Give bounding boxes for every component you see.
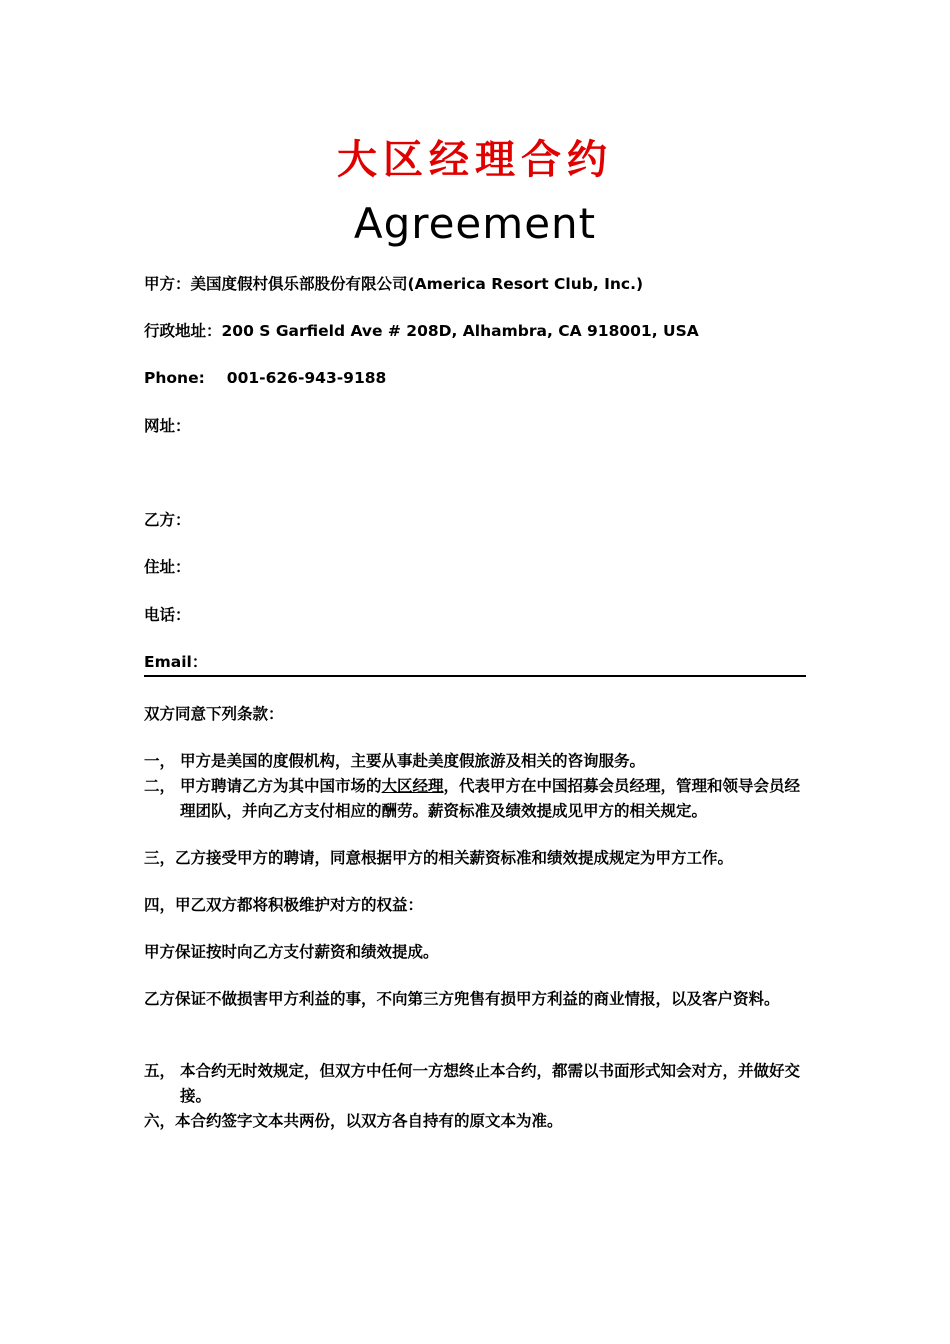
clause-4-party-b-guarantee: 乙方保证不做损害甲方利益的事，不向第三方兜售有损甲方利益的商业情报，以及客户资料。 bbox=[144, 990, 780, 1008]
party-a-line bbox=[144, 272, 643, 296]
party-b-email-label: Email： bbox=[144, 653, 208, 671]
party-b-phone-label: 电话： bbox=[144, 606, 191, 624]
party-a-address: 200 S Garfield Ave # 208D, Alhambra, CA 918001, USA bbox=[221, 322, 699, 340]
clause-4: 四，甲乙双方都将积极维护对方的权益： bbox=[144, 896, 424, 914]
party-b-phone-line bbox=[144, 603, 191, 627]
party-b-address-label: 住址： bbox=[144, 558, 191, 576]
clause-5-number: 五， bbox=[144, 1062, 176, 1080]
clause-2 bbox=[144, 774, 806, 824]
clause-4-party-a-guarantee: 甲方保证按时向乙方支付薪资和绩效提成。 bbox=[144, 943, 439, 961]
party-a-address-line bbox=[144, 319, 699, 343]
section-divider bbox=[144, 675, 806, 677]
clause-3: 三，乙方接受甲方的聘请，同意根据甲方的相关薪资标准和绩效提成规定为甲方工作。 bbox=[144, 849, 734, 867]
clause-5 bbox=[144, 1059, 806, 1109]
clause-6: 六，本合约签字文本共两份，以双方各自持有的原文本为准。 bbox=[144, 1112, 563, 1130]
party-b-email-line bbox=[144, 650, 207, 674]
party-a-phone-label: Phone: bbox=[144, 369, 205, 387]
party-a-phone-line bbox=[144, 366, 386, 390]
party-b-line bbox=[144, 508, 191, 532]
clause-1 bbox=[144, 749, 806, 774]
party-a-website-label: 网址： bbox=[144, 417, 191, 435]
clause-1-text: 甲方是美国的度假机构，主要从事赴美度假旅游及相关的咨询服务。 bbox=[180, 752, 646, 770]
clause-2-number: 二， bbox=[144, 777, 176, 795]
clause-2-text bbox=[180, 774, 806, 824]
terms-intro: 双方同意下列条款： bbox=[144, 705, 284, 723]
clause-2-role: 大区经理 bbox=[381, 777, 444, 795]
party-a-phone: 001-626-943-9188 bbox=[226, 369, 387, 387]
party-a-name: 美国度假村俱乐部股份有限公司(America Resort Club, Inc.) bbox=[190, 275, 644, 293]
party-a-address-label: 行政地址： bbox=[144, 322, 222, 340]
document-title-english: Agreement bbox=[353, 199, 597, 248]
party-b-address-line bbox=[144, 555, 191, 579]
clause-1-number: 一， bbox=[144, 752, 176, 770]
party-a-website-line bbox=[144, 414, 191, 438]
clause-2-text-post: ，代表甲方在中国招募会员经理，管理和领导会员经理团队，并向乙方支付相应的酬劳。薪资标准及绩效提成见甲方的相关规定。 bbox=[180, 777, 801, 820]
document-title-chinese: 大区经理合约 bbox=[337, 137, 613, 183]
clause-2-text-pre: 甲方聘请乙方为其中国市场的 bbox=[180, 777, 382, 795]
party-b-label: 乙方： bbox=[144, 511, 191, 529]
party-a-label: 甲方： bbox=[144, 275, 191, 293]
clause-5-text: 本合约无时效规定，但双方中任何一方想终止本合约，都需以书面形式知会对方，并做好交接。 bbox=[180, 1062, 801, 1105]
